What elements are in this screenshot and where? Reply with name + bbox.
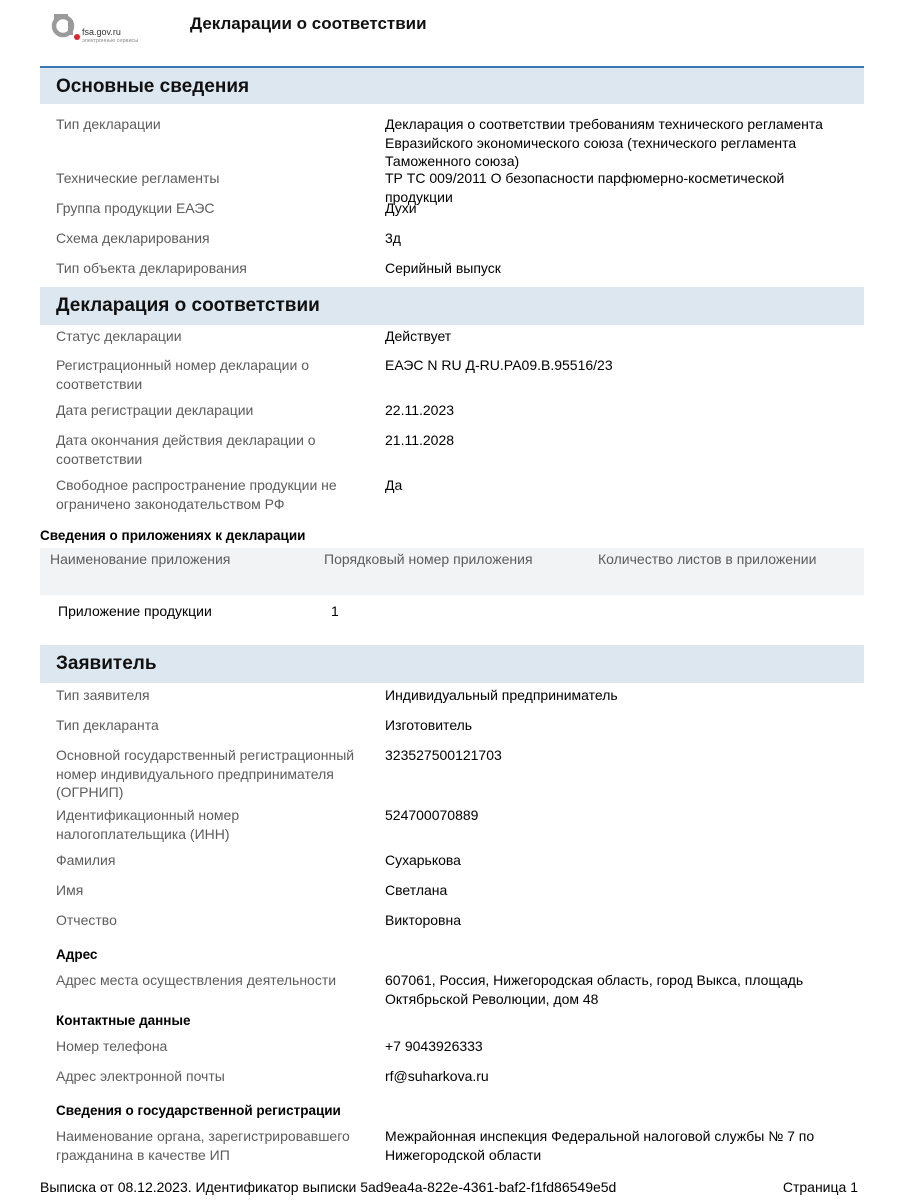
row-label: Тип декларации bbox=[56, 116, 161, 132]
fsa-logo-icon bbox=[50, 12, 80, 42]
page-footer bbox=[40, 1179, 858, 1195]
row-label: Адрес электронной почты bbox=[56, 1068, 225, 1084]
row-label: Технические регламенты bbox=[56, 170, 220, 186]
page-header bbox=[0, 0, 900, 64]
row-value: Изготовитель bbox=[385, 717, 473, 733]
row-label: Тип декларанта bbox=[56, 717, 159, 733]
row-label: Регистрационный номер декларации о соответствии bbox=[56, 357, 309, 392]
row-value: ТР ТС 009/2011 О безопасности парфюмерно-косметической продукции bbox=[385, 170, 785, 205]
row-value: Сухарькова bbox=[385, 852, 461, 868]
fsa-logo[interactable] bbox=[50, 12, 170, 48]
row-value: Межрайонная инспекция Федеральной налоговой службы № 7 по Нижегородской области bbox=[385, 1128, 815, 1163]
contacts-title: Контактные данные bbox=[56, 1013, 191, 1028]
row-label: Отчество bbox=[56, 912, 117, 928]
attachment-name-cell: Приложение продукции bbox=[58, 603, 212, 619]
registration-title: Сведения о государственной регистрации bbox=[56, 1103, 341, 1118]
row-label: Дата окончания действия декларации о соответствии bbox=[56, 432, 316, 467]
row-label: Наименование органа, зарегистрировавшего гражданина в качестве ИП bbox=[56, 1128, 350, 1163]
row-value: Декларация о соответствии требованиям технического регламента Евразийского экономического союза (технического регламента Таможенного союза) bbox=[385, 116, 823, 169]
row-label: Свободное распространение продукции не ограничено законодательством РФ bbox=[56, 477, 337, 512]
row-value: 21.11.2028 bbox=[385, 432, 455, 448]
row-label: Дата регистрации декларации bbox=[56, 402, 254, 418]
row-label: Основной государственный регистрационный номер индивидуального предпринимателя (ОГРНИП) bbox=[56, 747, 355, 800]
column-header-sheets: Количество листов в приложении bbox=[598, 551, 817, 567]
row-value: Светлана bbox=[385, 882, 448, 898]
row-label: Тип заявителя bbox=[56, 687, 150, 703]
row-value: ЕАЭС N RU Д-RU.РА09.В.95516/23 bbox=[385, 357, 613, 373]
column-header-number: Порядковый номер приложения bbox=[324, 551, 533, 567]
row-value: Духи bbox=[385, 200, 417, 216]
row-value: Действует bbox=[385, 328, 452, 344]
row-value: 3д bbox=[385, 230, 401, 246]
page-title: Декларации о соответствии bbox=[190, 14, 427, 33]
section-applicant-title: Заявитель bbox=[40, 645, 864, 683]
row-value: Да bbox=[385, 477, 403, 493]
row-label: Номер телефона bbox=[56, 1038, 168, 1054]
row-value: Серийный выпуск bbox=[385, 260, 501, 276]
address-title: Адрес bbox=[56, 947, 98, 962]
logo-subtitle: электронные сервисы bbox=[82, 38, 139, 44]
section-declaration-title: Декларация о соответствии bbox=[40, 287, 864, 325]
row-label: Адрес места осуществления деятельности bbox=[56, 972, 337, 988]
row-label: Статус декларации bbox=[56, 328, 182, 344]
row-value: Викторовна bbox=[385, 912, 462, 928]
row-label: Идентификационный номер налогоплательщика (ИНН) bbox=[56, 807, 240, 842]
attachments-table-header bbox=[40, 548, 864, 595]
row-label: Группа продукции ЕАЭС bbox=[56, 200, 215, 216]
row-value: 524700070889 bbox=[385, 807, 479, 823]
row-value: 607061, Россия, Нижегородская область, город Выкса, площадь Октябрьской Революции, дом 48 bbox=[385, 972, 804, 1007]
row-label: Имя bbox=[56, 882, 84, 898]
row-label: Схема декларирования bbox=[56, 230, 210, 246]
extract-info: Выписка от 08.12.2023. Идентификатор выписки 5ad9ea4a-822e-4361-baf2-f1fd86549e5d bbox=[40, 1179, 617, 1195]
row-label: Тип объекта декларирования bbox=[56, 260, 247, 276]
attachment-number-cell: 1 bbox=[331, 603, 339, 619]
row-value: Индивидуальный предприниматель bbox=[385, 687, 618, 703]
row-label: Фамилия bbox=[56, 852, 116, 868]
section-basic-title: Основные сведения bbox=[40, 66, 864, 104]
page-number: Страница 1 bbox=[782, 1179, 858, 1195]
column-header-name: Наименование приложения bbox=[50, 551, 231, 567]
row-value: 22.11.2023 bbox=[385, 402, 455, 418]
row-value: 323527500121703 bbox=[385, 747, 502, 763]
attachments-title: Сведения о приложениях к декларации bbox=[40, 528, 306, 543]
row-value: rf@suharkova.ru bbox=[385, 1068, 489, 1084]
row-value: +7 9043926333 bbox=[385, 1038, 483, 1054]
logo-url: fsa.gov.ru bbox=[82, 27, 121, 37]
